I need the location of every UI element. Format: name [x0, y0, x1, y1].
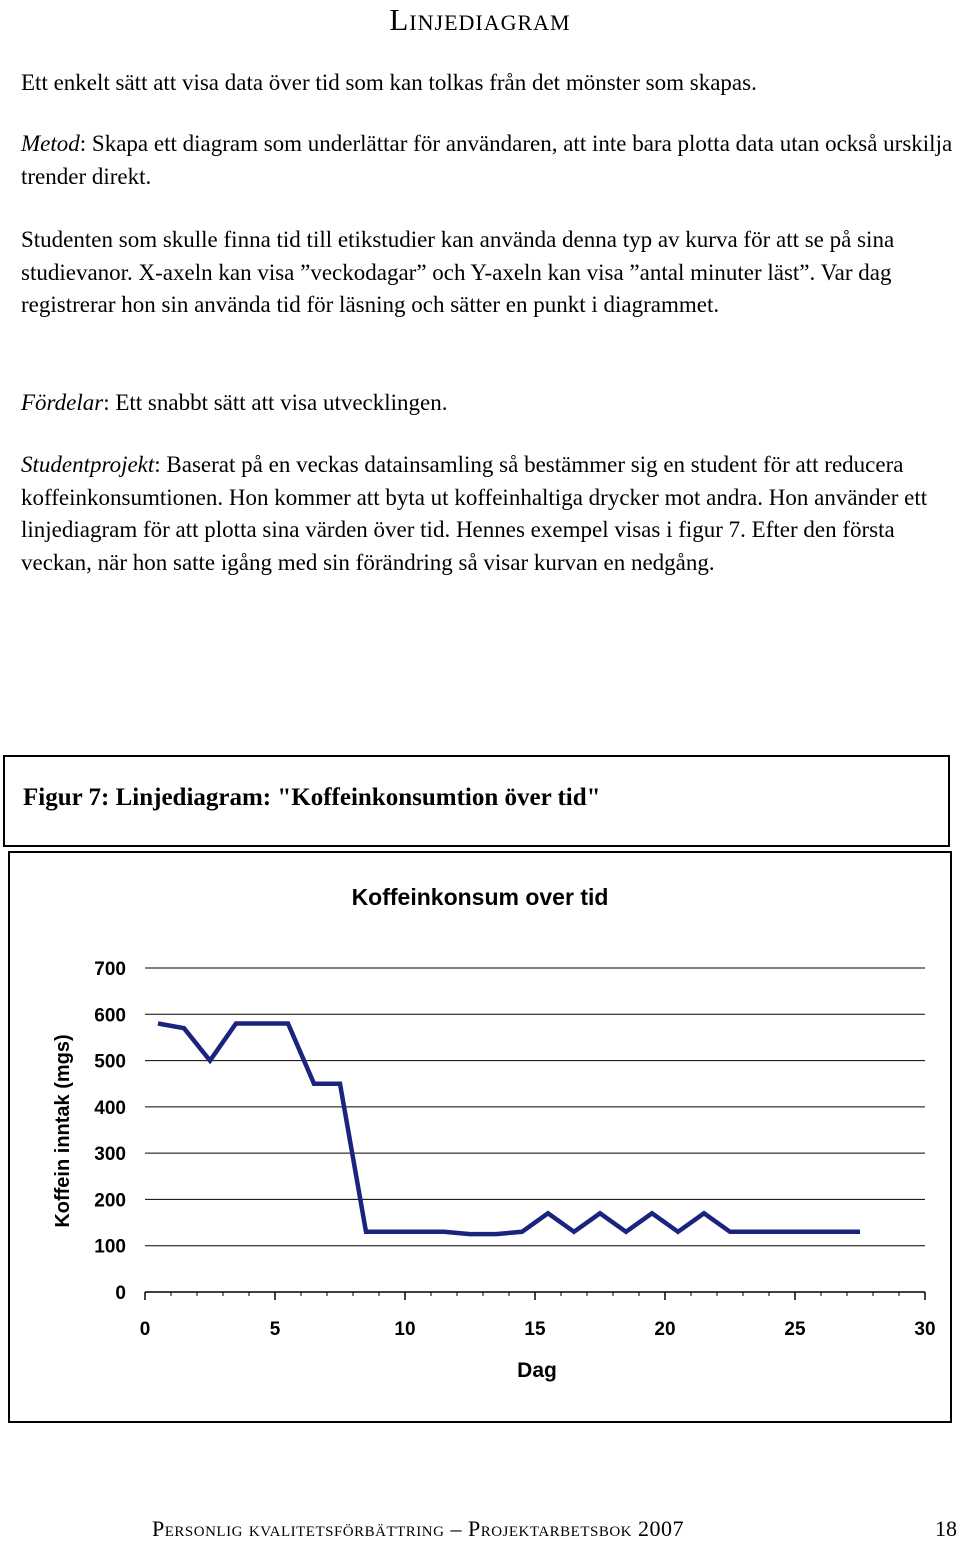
y-tick-label: 400 [94, 1097, 126, 1119]
intro-text: Ett enkelt sätt att visa data över tid som kan tolkas från det mönster som skapas. [21, 70, 757, 95]
method-text: : Skapa ett diagram som underlättar för användaren, att inte bara plotta data utan också urskilja trender direkt. [21, 131, 953, 189]
y-tick-label: 100 [94, 1236, 126, 1258]
figure-caption: Figur 7: Linjediagram: "Koffeinkonsumtion över tid" [23, 784, 601, 811]
advantages-label: Fördelar [21, 390, 104, 415]
project-text: : Baserat på en veckas datainsamling så bestämmer sig en student för att reducera koffeinkonsumtionen. Hon kommer att byta ut koffeinhaltiga drycker mot andra. Hon använder ett linjediagram för att plotta sina värden över tid. Hennes exempel visas i figur 7. Efter den första veckan, när hon satte igång med sin förändring så visar kurvan en nedgång. [21, 452, 928, 575]
x-tick-label: 0 [139, 1319, 151, 1340]
y-axis-label: Koffein inntak (mgs) [52, 1034, 74, 1228]
y-tick-label: 600 [94, 1005, 126, 1027]
x-tick-label: 25 [784, 1319, 806, 1340]
page-number: 18 [935, 1516, 957, 1541]
footer-title: Personlig kvalitetsförbättring – Projektarbetsbok 2007 [152, 1516, 685, 1541]
caffeine-series-line [158, 1024, 860, 1235]
chart-title: Koffeinkonsum over tid [351, 884, 609, 910]
x-axis-label: Dag [517, 1359, 557, 1382]
advantages-text: : Ett snabbt sätt att visa utvecklingen. [103, 390, 448, 415]
x-tick-label: 10 [394, 1319, 416, 1340]
y-tick-label: 200 [94, 1190, 126, 1212]
y-tick-label: 500 [94, 1051, 126, 1073]
method-label: Metod [21, 131, 80, 156]
y-tick-label: 0 [115, 1283, 126, 1304]
page-title: Linjediagram [389, 2, 571, 37]
project-label: Studentprojekt [21, 452, 155, 477]
x-tick-label: 15 [524, 1319, 546, 1340]
student-text: Studenten som skulle finna tid till etikstudier kan använda denna typ av kurva för att se på sina studievanor. X-axeln kan visa ”veckodagar” och Y-axeln kan visa ”antal minuter läst”. Var dag registrerar hon sin använda tid för läsning och sätter en punkt i diagrammet. [21, 227, 895, 317]
x-tick-label: 30 [914, 1319, 936, 1340]
y-tick-label: 700 [94, 959, 126, 980]
y-tick-label: 300 [94, 1144, 126, 1166]
x-tick-label: 5 [269, 1319, 281, 1340]
x-tick-label: 20 [654, 1319, 676, 1340]
